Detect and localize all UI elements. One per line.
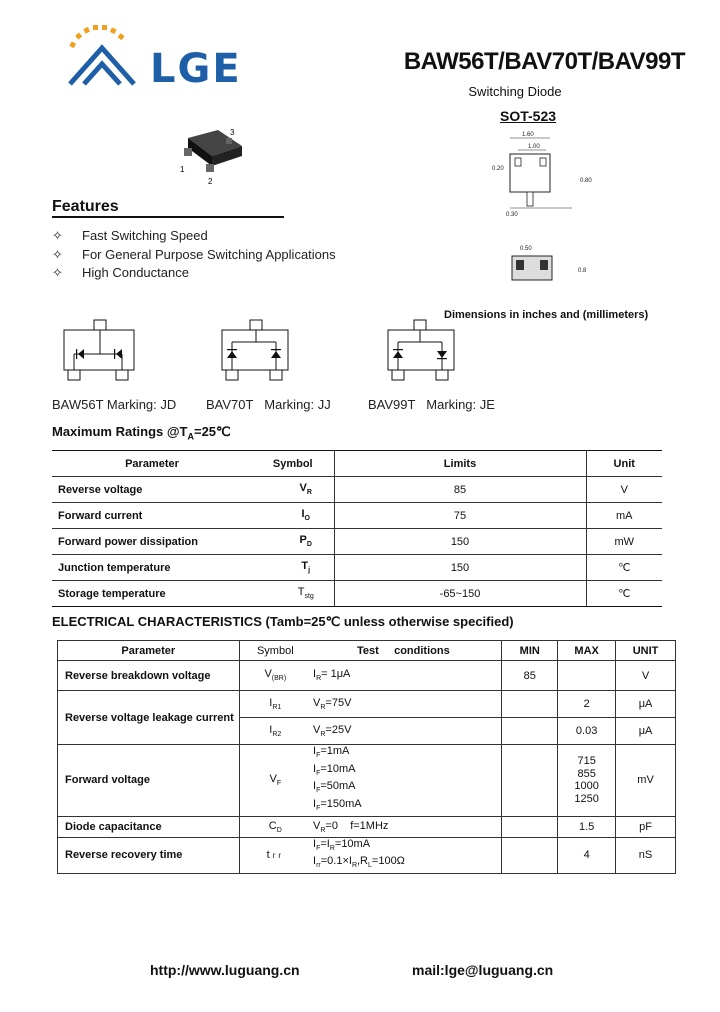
sun-rays-icon <box>69 25 124 48</box>
subtitle: Switching Diode <box>468 84 562 99</box>
dim-020: 0.20 <box>492 166 504 172</box>
bav99t-circuit <box>386 318 466 382</box>
table-row: Storage temperature $T_{stg}$ -65~150 ℃ <box>52 581 662 607</box>
diode-icon <box>393 349 447 359</box>
lge-logo <box>62 22 152 92</box>
table-row: Reverse voltage $V_R$ 85 V <box>52 477 662 503</box>
dim-050: 0.50 <box>520 246 532 252</box>
diamond-bullet-icon: ✧ <box>52 228 63 243</box>
dimension-note: Dimensions in inches and (millimeters) <box>444 309 649 321</box>
electrical-heading: ELECTRICAL CHARACTERISTICS (Tamb=25℃ unless otherwise specified) <box>52 614 514 629</box>
features-heading: Features <box>52 198 119 215</box>
table-row: Forward current $I_O$ 75 mA <box>52 503 662 529</box>
pin3-label: 3 <box>230 128 235 137</box>
features-underline <box>52 216 284 218</box>
logo-text: LGE <box>150 46 242 92</box>
part-title: BAW56T/BAV70T/BAV99T <box>403 48 685 75</box>
table-row: Reverse voltage leakage current $I_{R1}$ $V_R=75V$ 2 μA <box>58 691 676 718</box>
marking-baw56t: BAW56T Marking: JD <box>52 397 177 412</box>
dim-08b: 0.8 <box>578 268 587 274</box>
table-row: Diode capacitance $C_D$ $V_R=0$ f=1MHz 1.5 pF <box>58 816 676 837</box>
dim-100: 1.00 <box>528 144 540 150</box>
feature-item: ✧ For General Purpose Switching Applications <box>52 247 336 262</box>
table-row: Junction temperature $T_j$ 150 ℃ <box>52 555 662 581</box>
table-row: Reverse breakdown voltage $V_{(BR)}$ $I_R= 1\mu A$ 85 V <box>58 661 676 691</box>
marking-bav70t: BAV70T Marking: JJ <box>206 397 331 412</box>
feature-item: ✧ High Conductance <box>52 265 189 280</box>
max-ratings-table <box>52 450 662 607</box>
table-row: $I_{R2}$ $V_R=25V$ 0.03 μA <box>58 718 676 745</box>
table-row: Forward power dissipation $P_D$ 150 mW <box>52 529 662 555</box>
marking-bav99t: BAV99T Marking: JE <box>368 397 495 412</box>
table-header-row: Parameter Symbol Limits Unit <box>52 451 662 477</box>
table-row: Forward voltage $V_F$ $I_F=1mA$ $I_F=10mA$ $I_F=50mA$ $I_F=150mA$ 715 855 1000 1250 mV <box>58 745 676 817</box>
diamond-bullet-icon: ✧ <box>52 247 63 262</box>
pin2-label: 2 <box>208 177 213 186</box>
dim-160: 1.60 <box>522 132 534 138</box>
footer-mail[interactable]: mail:lge@luguang.cn <box>412 962 554 978</box>
feature-item: ✧ Fast Switching Speed <box>52 228 208 243</box>
footer-url[interactable]: http://www.luguang.cn <box>150 962 300 978</box>
package-label: SOT-523 <box>500 108 557 124</box>
diode-icon <box>227 349 281 358</box>
diamond-bullet-icon: ✧ <box>52 265 63 280</box>
dim-080: 0.80 <box>580 178 592 184</box>
max-ratings-heading: Maximum Ratings $@T_A=25℃$ <box>52 424 231 442</box>
dimension-drawing <box>492 128 612 288</box>
pin1-label: 1 <box>180 165 185 174</box>
dim-030: 0.30 <box>506 212 518 218</box>
electrical-table <box>57 640 676 874</box>
mountain-icon <box>70 48 134 84</box>
bav70t-circuit <box>220 318 300 382</box>
baw56t-circuit <box>62 318 142 382</box>
table-header-row: Parameter Symbol Test conditions MIN MAX UNIT <box>58 641 676 661</box>
package-drawing <box>170 120 260 190</box>
table-row: Reverse recovery time t rr $I_F=I_R=10mA$ $I_{rr}=0.1\times I_R,R_L=100\Omega$ 4 nS <box>58 837 676 873</box>
